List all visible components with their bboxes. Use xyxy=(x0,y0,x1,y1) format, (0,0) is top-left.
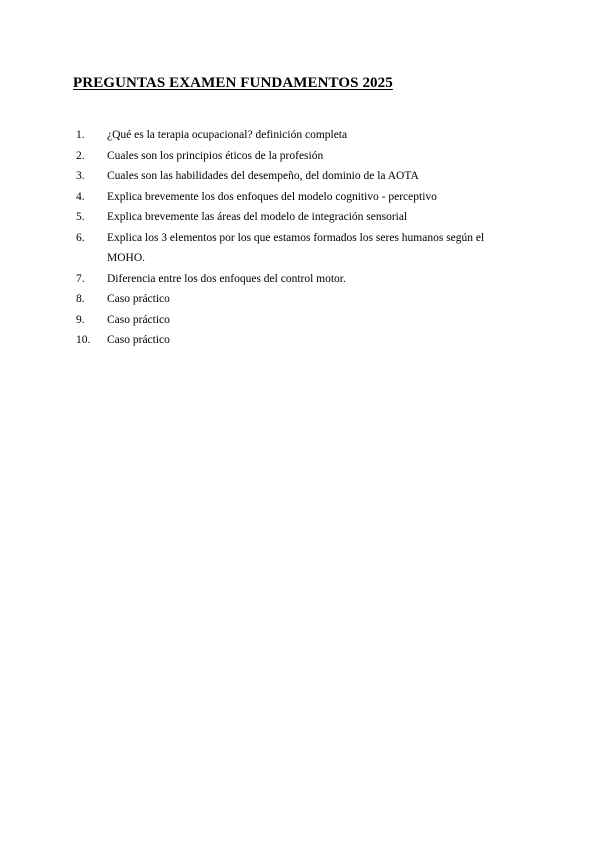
question-text: Cuales son los principios éticos de la profesión xyxy=(107,149,324,162)
question-text: Caso práctico xyxy=(107,293,170,305)
question-item xyxy=(76,310,516,331)
question-number: 2. xyxy=(76,149,85,162)
question-number: 4. xyxy=(76,190,85,203)
question-text: Explica los 3 elementos por los que estamos formados los seres humanos según el MOHO. xyxy=(107,231,485,264)
question-item xyxy=(76,166,516,187)
question-item xyxy=(76,289,516,310)
question-number: 9. xyxy=(76,313,85,326)
question-number: 1. xyxy=(76,129,85,141)
question-item xyxy=(76,125,516,146)
question-text: Explica brevemente los dos enfoques del modelo cognitivo - perceptivo xyxy=(107,190,437,203)
question-number: 7. xyxy=(76,272,85,285)
question-item xyxy=(76,330,516,351)
question-number: 5. xyxy=(76,211,85,223)
question-list xyxy=(76,125,516,351)
question-item xyxy=(76,187,516,208)
document-title: PREGUNTAS EXAMEN FUNDAMENTOS 2025 xyxy=(73,75,393,91)
question-number: 8. xyxy=(76,293,85,305)
question-text: ¿Qué es la terapia ocupacional? definición completa xyxy=(107,129,348,141)
question-text: Explica brevemente las áreas del modelo de integración sensorial xyxy=(107,211,408,223)
question-text: Caso práctico xyxy=(107,334,170,346)
question-item xyxy=(76,207,516,228)
question-item xyxy=(76,146,516,167)
question-text: Caso práctico xyxy=(107,313,170,326)
question-text: Diferencia entre los dos enfoques del control motor. xyxy=(107,272,346,285)
question-item xyxy=(76,228,516,269)
question-item xyxy=(76,269,516,290)
question-number: 3. xyxy=(76,170,85,182)
question-text: Cuales son las habilidades del desempeño, del dominio de la AOTA xyxy=(107,170,419,182)
question-number: 6. xyxy=(76,231,85,244)
question-number: 10. xyxy=(76,334,91,346)
